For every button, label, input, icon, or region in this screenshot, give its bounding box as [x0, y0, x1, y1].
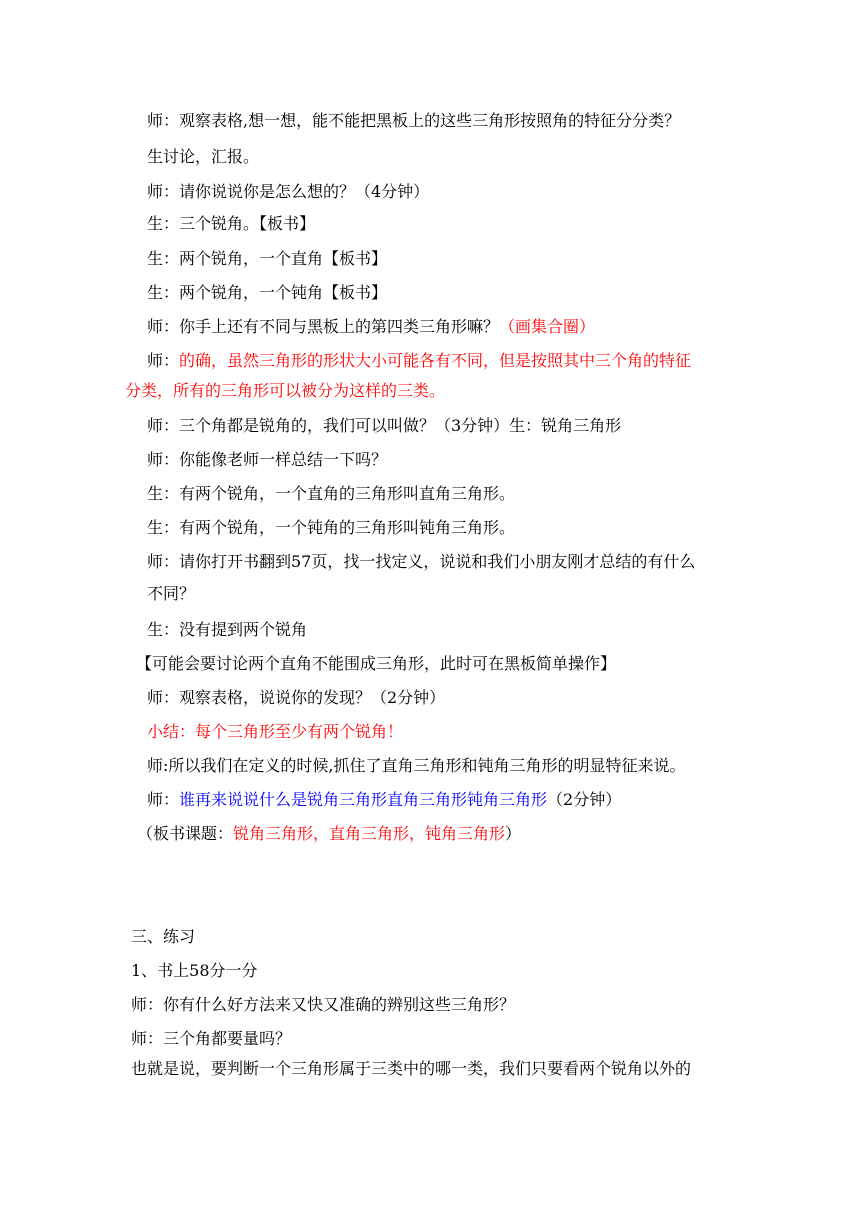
text-line: 不同？ — [147, 584, 196, 603]
text-segment: ） — [505, 824, 522, 843]
highlight-red: 的确，虽然三角形的形状大小可能各有不同，但是按照其中三个角的特征 — [179, 351, 692, 370]
text-segment: （板书课题： — [137, 824, 234, 843]
text-line: 生：三个锐角。【板书】 — [147, 214, 316, 233]
section-heading: 三、练习 — [131, 927, 196, 946]
text-segment: 师：你手上还有不同与黑板上的第四类三角形嘛？ — [147, 317, 500, 336]
text-line — [147, 317, 595, 337]
highlight-blue: 谁再来说说什么是锐角三角形直角三角形钝角三角形 — [179, 790, 548, 809]
text-line: 生：有两个锐角，一个直角的三角形叫直角三角形。 — [147, 484, 516, 503]
text-line — [137, 824, 521, 844]
text-segment: （2分钟） — [547, 790, 622, 809]
text-line: 生：两个锐角，一个直角【板书】 — [147, 249, 388, 268]
text-line: 师：你有什么好方法来又快又准确的辨别这些三角形？ — [131, 995, 516, 1014]
highlight-red: 锐角三角形，直角三角形，钝角三角形 — [233, 824, 506, 843]
text-line: 师：三个角都要量吗？ — [131, 1029, 292, 1048]
text-line: 师：请你说说你是怎么想的？（4分钟） — [147, 182, 430, 201]
text-line: 分类，所有的三角形可以被分为这样的三类。 — [125, 381, 446, 400]
text-segment: 师： — [147, 790, 180, 809]
text-line: 师：观察表格,想一想，能不能把黑板上的这些三角形按照角的特征分分类？ — [147, 111, 681, 130]
summary-line: 小结：每个三角形至少有两个锐角！ — [147, 722, 404, 741]
text-line — [147, 351, 691, 371]
text-segment: 师： — [147, 351, 180, 370]
text-line: 师:所以我们在定义的时候,抓住了直角三角形和钝角三角形的明显特征来说。 — [147, 756, 686, 775]
text-line: 师：观察表格，说说你的发现？（2分钟） — [147, 688, 446, 707]
highlight-red: （画集合圈） — [499, 317, 596, 336]
text-line: 也就是说，要判断一个三角形属于三类中的哪一类，我们只要看两个锐角以外的 — [131, 1059, 692, 1078]
text-line: 1、书上58分一分 — [131, 961, 258, 980]
text-line: 生：没有提到两个锐角 — [147, 620, 308, 639]
text-line: 师：请你打开书翻到57页，找一找定义，说说和我们小朋友刚才总结的有什么 — [147, 552, 696, 571]
text-line: 师：你能像老师一样总结一下吗？ — [147, 450, 388, 469]
text-line: 【可能会要讨论两个直角不能围成三角形，此时可在黑板简单操作】 — [136, 654, 617, 673]
text-line: 生：有两个锐角，一个钝角的三角形叫钝角三角形。 — [147, 518, 516, 537]
text-line: 生：两个锐角，一个钝角【板书】 — [147, 283, 388, 302]
text-line: 生讨论，汇报。 — [147, 147, 260, 166]
text-line: 师：三个角都是锐角的，我们可以叫做？（3分钟）生：锐角三角形 — [147, 416, 622, 435]
text-line — [147, 790, 621, 810]
